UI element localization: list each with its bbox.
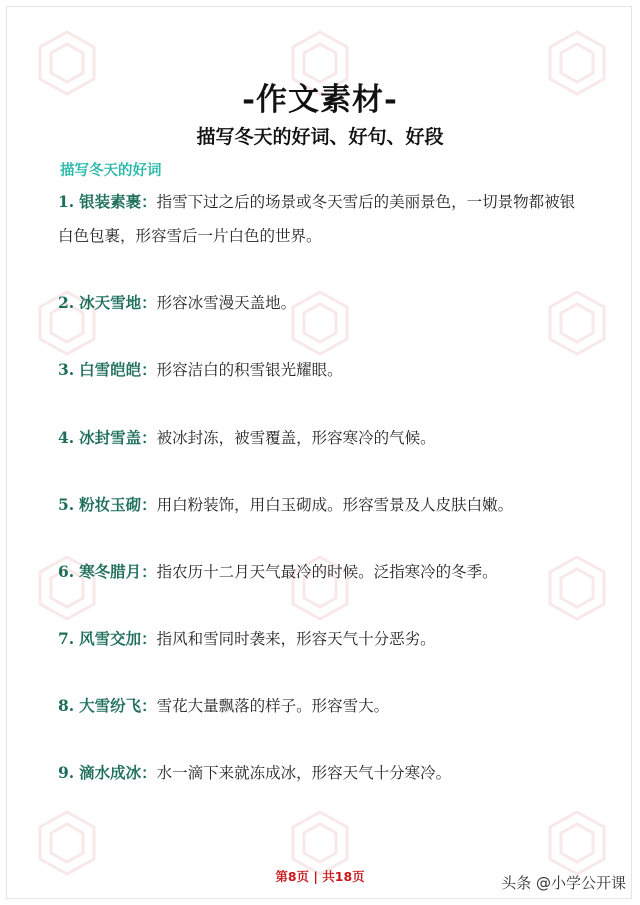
source-watermark: 头条 @小学公开课	[501, 874, 626, 892]
entry-description: 水一滴下来就冻成冰，形容天气十分寒冷。	[156, 764, 452, 782]
entry-number: 1.	[58, 192, 75, 211]
entry-colon: ：	[141, 562, 157, 581]
vocab-entry	[58, 286, 588, 320]
vocab-entry	[58, 555, 588, 589]
entry-colon: ：	[141, 495, 157, 514]
entry-number: 7.	[58, 629, 75, 648]
vocab-entry	[58, 689, 588, 723]
entry-colon: ：	[141, 696, 157, 715]
entry-number: 9.	[58, 763, 75, 782]
page-subtitle: 描写冬天的好词、好句、好段	[196, 126, 444, 148]
entry-number: 8.	[58, 696, 75, 715]
entry-term: 冰天雪地	[79, 293, 142, 312]
entry-colon: ：	[141, 629, 157, 648]
entry-description: 指风和雪同时袭来，形容天气十分恶劣。	[156, 630, 436, 648]
section-heading: 描写冬天的好词	[60, 162, 162, 179]
entry-term: 滴水成冰	[79, 763, 142, 782]
entry-description: 形容冰雪漫天盖地。	[156, 294, 297, 312]
entry-term: 寒冬腊月	[79, 562, 142, 581]
vocab-entry	[58, 353, 588, 387]
entry-description: 被冰封冻，被雪覆盖，形容寒冷的气候。	[156, 429, 436, 447]
entry-colon: ：	[141, 428, 157, 447]
entry-description: 用白粉装饰，用白玉砌成。形容雪景及人皮肤白嫩。	[156, 496, 514, 514]
entry-number: 6.	[58, 562, 75, 581]
entry-number: 2.	[58, 293, 75, 312]
entry-colon: ：	[141, 360, 157, 379]
page-title: -作文素材-	[242, 82, 398, 118]
vocab-entry	[58, 756, 588, 790]
entry-number: 4.	[58, 428, 75, 447]
entry-term: 银装素裹	[79, 192, 142, 211]
vocab-entry	[58, 622, 588, 656]
entry-description: 形容洁白的积雪银光耀眼。	[156, 361, 343, 379]
page-number: 第8页 | 共18页	[275, 869, 365, 884]
entry-colon: ：	[141, 763, 157, 782]
entry-colon: ：	[141, 192, 157, 211]
entry-term: 白雪皑皑	[79, 360, 142, 379]
entry-description: 雪花大量飘落的样子。形容雪大。	[156, 697, 390, 715]
entry-description: 指雪下过之后的场景或冬天雪后的美丽景色，一切景物都被银白色包裹，形容雪后一片白色的世界。	[58, 193, 576, 245]
entry-description: 指农历十二月天气最冷的时候。泛指寒冷的冬季。	[156, 563, 498, 581]
vocab-entry	[58, 185, 588, 253]
entry-term: 大雪纷飞	[79, 696, 142, 715]
entry-number: 5.	[58, 495, 75, 514]
entry-colon: ：	[141, 293, 157, 312]
entry-term: 冰封雪盖	[79, 428, 142, 447]
entry-term: 风雪交加	[79, 629, 142, 648]
vocab-entry	[58, 421, 588, 455]
entry-term: 粉妆玉砌	[79, 495, 142, 514]
vocab-entry	[58, 488, 588, 522]
entry-number: 3.	[58, 360, 75, 379]
